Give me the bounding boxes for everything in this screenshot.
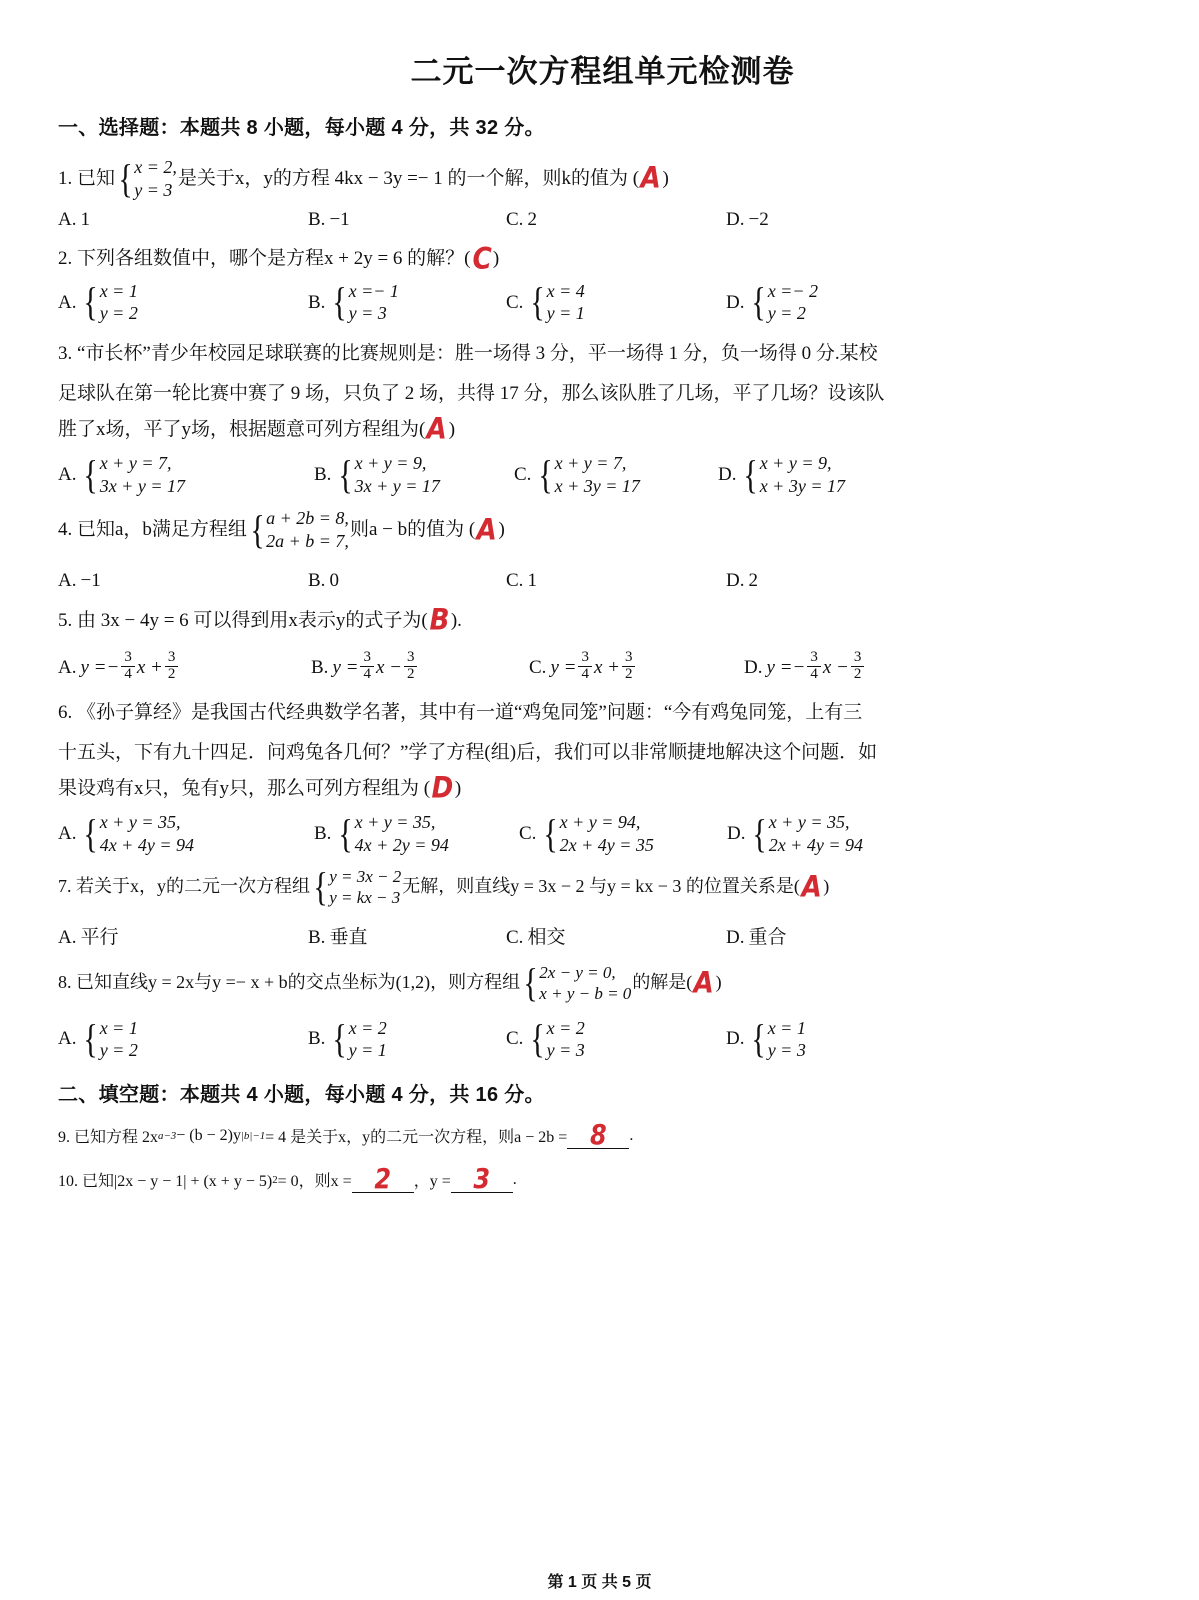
question-7-stem xyxy=(58,866,1147,909)
question-7-answer-mark: A xyxy=(801,869,822,904)
question-5 xyxy=(58,602,1147,684)
question-1-options xyxy=(58,205,1147,234)
question-9-post: . xyxy=(629,1126,634,1144)
question-5-options xyxy=(58,651,1147,684)
question-6-option-a[interactable]: A. { x + y = 35, 4x + 4y = 94 xyxy=(58,810,194,856)
question-4-options xyxy=(58,566,1147,595)
question-6-para3-text: 果设鸡有x只，兔有y只，那么可列方程组为 ( xyxy=(58,777,431,799)
question-10-separator: ，y = xyxy=(413,1173,451,1191)
fraction: $\frac{3}{2}$ xyxy=(851,650,865,683)
question-1-option-b[interactable]: B. −1 xyxy=(308,209,350,230)
question-8-option-c[interactable]: C. { x = 2 y = 3 xyxy=(506,1016,585,1062)
left-brace-icon: { xyxy=(313,864,328,910)
question-8-paren-close: ) xyxy=(715,972,722,993)
question-1 xyxy=(58,156,1147,234)
question-8-options xyxy=(58,1017,1147,1062)
question-1-answer-mark: A xyxy=(640,160,661,195)
question-8-option-b[interactable]: B. { x = 2 y = 1 xyxy=(308,1016,387,1062)
question-3-options xyxy=(58,452,1147,497)
question-4-lead: 4. 已知a，b满足方程组 xyxy=(58,519,247,541)
question-10-post: . xyxy=(512,1170,517,1188)
question-2-option-c[interactable]: C. { x = 4 y = 1 xyxy=(506,279,585,325)
question-5-option-a[interactable]: A. y =− $\frac{3}{4}$ x + $\frac{3}{2}$ xyxy=(58,651,311,684)
question-10-answer-blank-x[interactable]: 2 xyxy=(352,1167,414,1193)
question-9-answer-blank[interactable]: 8 xyxy=(567,1123,629,1149)
question-2-option-a[interactable]: A. { x = 1 y = 2 xyxy=(58,279,138,325)
fraction: $\frac{3}{2}$ xyxy=(165,650,179,683)
question-7-option-a[interactable]: A. 平行 xyxy=(58,926,119,948)
question-5-text: 5. 由 3x − 4y = 6 可以得到用x表示y的式子为( xyxy=(58,609,428,631)
question-4-stem xyxy=(58,507,1147,552)
question-3-option-c[interactable]: C. { x + y = 7, x + 3y = 17 xyxy=(514,451,640,497)
question-4-system: { a + 2b = 8, 2a + b = 7, xyxy=(250,506,349,552)
question-5-option-c[interactable]: C. y = $\frac{3}{4}$ x + $\frac{3}{2}$ xyxy=(529,651,744,684)
question-2-answer-mark: C xyxy=(472,241,492,276)
fraction: $\frac{3}{4}$ xyxy=(121,650,135,683)
question-2-option-d[interactable]: D. { x =− 2 y = 2 xyxy=(726,279,818,325)
question-6-answer-mark: D xyxy=(431,770,454,805)
question-2-text: 2. 下列各组数值中，哪个是方程x + 2y = 6 的解？( xyxy=(58,248,471,270)
question-2 xyxy=(58,241,1147,325)
question-4-option-b[interactable]: B. 0 xyxy=(308,570,339,592)
question-2-options xyxy=(58,280,1147,325)
question-7 xyxy=(58,866,1147,952)
question-5-stem xyxy=(58,602,1147,637)
question-8-option-a[interactable]: A. { x = 1 y = 2 xyxy=(58,1016,138,1062)
question-9 xyxy=(58,1118,1147,1151)
question-5-option-d[interactable]: D. y =− $\frac{3}{4}$ x − $\frac{3}{2}$ xyxy=(744,651,866,684)
question-7-system: { y = 3x − 2 y = kx − 3 xyxy=(313,864,402,910)
question-1-tail: 是关于x，y的方程 4kx − 3y =− 1 的一个解，则k的值为 ( xyxy=(177,167,640,189)
question-3-para-2: 足球队在第一轮比赛中赛了 9 场，只负了 2 场，共得 17 分，那么该队胜了几场，平了几场？设该队 xyxy=(58,382,885,404)
question-1-option-d[interactable]: D. −2 xyxy=(726,209,769,230)
question-9-exponent-2: |b|−1 xyxy=(240,1129,266,1142)
question-7-lead: 7. 若关于x，y的二元一次方程组 xyxy=(58,876,310,897)
question-5-option-b[interactable]: B. y = $\frac{3}{4}$ x − $\frac{3}{2}$ xyxy=(311,651,529,684)
question-6-option-d[interactable]: D. { x + y = 35, 2x + 4y = 94 xyxy=(727,810,863,856)
question-4-option-c[interactable]: C. 1 xyxy=(506,570,537,592)
question-7-tail: 无解，则直线y = 3x − 2 与y = kx − 3 的位置关系是( xyxy=(402,876,800,897)
fraction: $\frac{3}{4}$ xyxy=(578,650,592,683)
question-6-option-c[interactable]: C. { x + y = 94, 2x + 4y = 35 xyxy=(519,810,654,856)
question-8-answer-mark: A xyxy=(693,965,715,1000)
question-10-mid: = 0，则x = xyxy=(277,1173,352,1191)
question-6-para-1: 6. 《孙子算经》是我国古代经典数学名著，其中有一道“鸡兔同笼”问题：“今有鸡兔同笼，上有三 xyxy=(58,701,863,723)
question-6-options xyxy=(58,811,1147,856)
question-3-option-a[interactable]: A. { x + y = 7, 3x + y = 17 xyxy=(58,451,185,497)
question-1-option-a[interactable]: A. 1 xyxy=(58,209,90,230)
question-6 xyxy=(58,694,1147,856)
question-6-option-b[interactable]: B. { x + y = 35, 4x + 2y = 94 xyxy=(314,810,449,856)
fraction: $\frac{3}{2}$ xyxy=(404,650,418,683)
question-4-option-a[interactable]: A. −1 xyxy=(58,570,101,592)
fraction: $\frac{3}{4}$ xyxy=(360,650,374,683)
question-3-paren-close: ) xyxy=(448,418,456,440)
question-1-paren-close: ) xyxy=(662,167,669,189)
question-8-system: { 2x − y = 0, x + y − b = 0 xyxy=(523,960,632,1006)
fraction: $\frac{3}{4}$ xyxy=(807,650,821,683)
question-8-option-d[interactable]: D. { x = 1 y = 3 xyxy=(726,1016,806,1062)
question-5-paren-close: ). xyxy=(450,609,462,631)
page-footer: 第 1 页 共 5 页 xyxy=(547,1574,652,1591)
question-10-pre: 10. 已知|2x − y − 1| + (x + y − 5) xyxy=(58,1173,273,1191)
page-title: 二元一次方程组单元检测卷 xyxy=(410,54,795,89)
question-3-option-d[interactable]: D. { x + y = 9, x + 3y = 17 xyxy=(718,451,845,497)
question-3-para-3 xyxy=(58,411,1147,446)
left-brace-icon: { xyxy=(523,960,538,1006)
question-2-option-b[interactable]: B. { x =− 1 y = 3 xyxy=(308,279,399,325)
question-8-lead: 8. 已知直线y = 2x与y =− x + b的交点坐标为(1,2)，则方程组 xyxy=(58,972,521,993)
question-5-answer-mark: B xyxy=(429,602,450,637)
section-heading-fill-blank: 二、填空题：本题共 4 小题，每小题 4 分，共 16 分。 xyxy=(58,1083,545,1106)
question-6-paren-close: ) xyxy=(454,777,462,799)
left-brace-icon: { xyxy=(118,155,133,201)
question-1-system-row2: y = 3 xyxy=(134,179,173,200)
question-7-option-b[interactable]: B. 垂直 xyxy=(308,926,368,948)
question-6-para-3 xyxy=(58,770,1147,805)
question-2-stem xyxy=(58,241,1147,276)
question-10 xyxy=(58,1162,1147,1195)
question-1-system-row1: x = 2, xyxy=(134,157,177,177)
question-9-mid-1: − (b − 2)y xyxy=(176,1126,241,1144)
question-7-options xyxy=(58,923,1147,952)
question-4-paren-close: ) xyxy=(498,519,505,541)
question-3-para-1: 3. “市长杯”青少年校园足球联赛的比赛规则是：胜一场得 3 分，平一场得 1 分，负一场得 0 分.某校 xyxy=(58,342,878,364)
question-7-option-d[interactable]: D. 重合 xyxy=(726,926,787,948)
question-10-exponent: 2 xyxy=(272,1173,278,1186)
question-10-answer-blank-y[interactable]: 3 xyxy=(451,1167,513,1193)
question-1-lead: 1. 已知 xyxy=(58,167,116,189)
question-8-stem xyxy=(58,962,1147,1005)
question-8-tail: 的解是( xyxy=(632,972,693,993)
question-4 xyxy=(58,507,1147,595)
question-3-option-b[interactable]: B. { x + y = 9, 3x + y = 17 xyxy=(314,451,440,497)
question-3-answer-mark: A xyxy=(426,411,448,446)
question-3-para3-text: 胜了x场，平了y场，根据题意可列方程组为( xyxy=(58,418,426,440)
question-4-tail: 则a − b的值为 ( xyxy=(349,519,476,541)
question-8 xyxy=(58,962,1147,1062)
question-6-para-2: 十五头，下有九十四足．问鸡兔各几何？”学了方程(组)后，我们可以非常顺捷地解决这个问题．如 xyxy=(58,741,878,763)
question-4-answer-mark: A xyxy=(476,511,498,547)
question-1-system xyxy=(116,156,177,201)
question-4-option-d[interactable]: D. 2 xyxy=(726,570,758,592)
question-1-stem xyxy=(58,156,1147,201)
question-9-pre: 9. 已知方程 2x xyxy=(58,1129,159,1147)
question-1-option-c[interactable]: C. 2 xyxy=(506,209,537,230)
section-heading-choice: 一、选择题：本题共 8 小题，每小题 4 分，共 32 分。 xyxy=(58,117,545,139)
question-7-paren-close: ) xyxy=(823,876,830,897)
question-9-exponent-1: a−3 xyxy=(158,1129,177,1142)
question-3 xyxy=(58,335,1147,497)
question-2-paren-close: ) xyxy=(492,248,500,270)
fraction: $\frac{3}{2}$ xyxy=(622,650,636,683)
question-9-mid-2: = 4 是关于x，y的二元一次方程，则a − 2b = xyxy=(265,1129,568,1147)
question-7-option-c[interactable]: C. 相交 xyxy=(506,926,566,948)
left-brace-icon: { xyxy=(250,506,265,552)
